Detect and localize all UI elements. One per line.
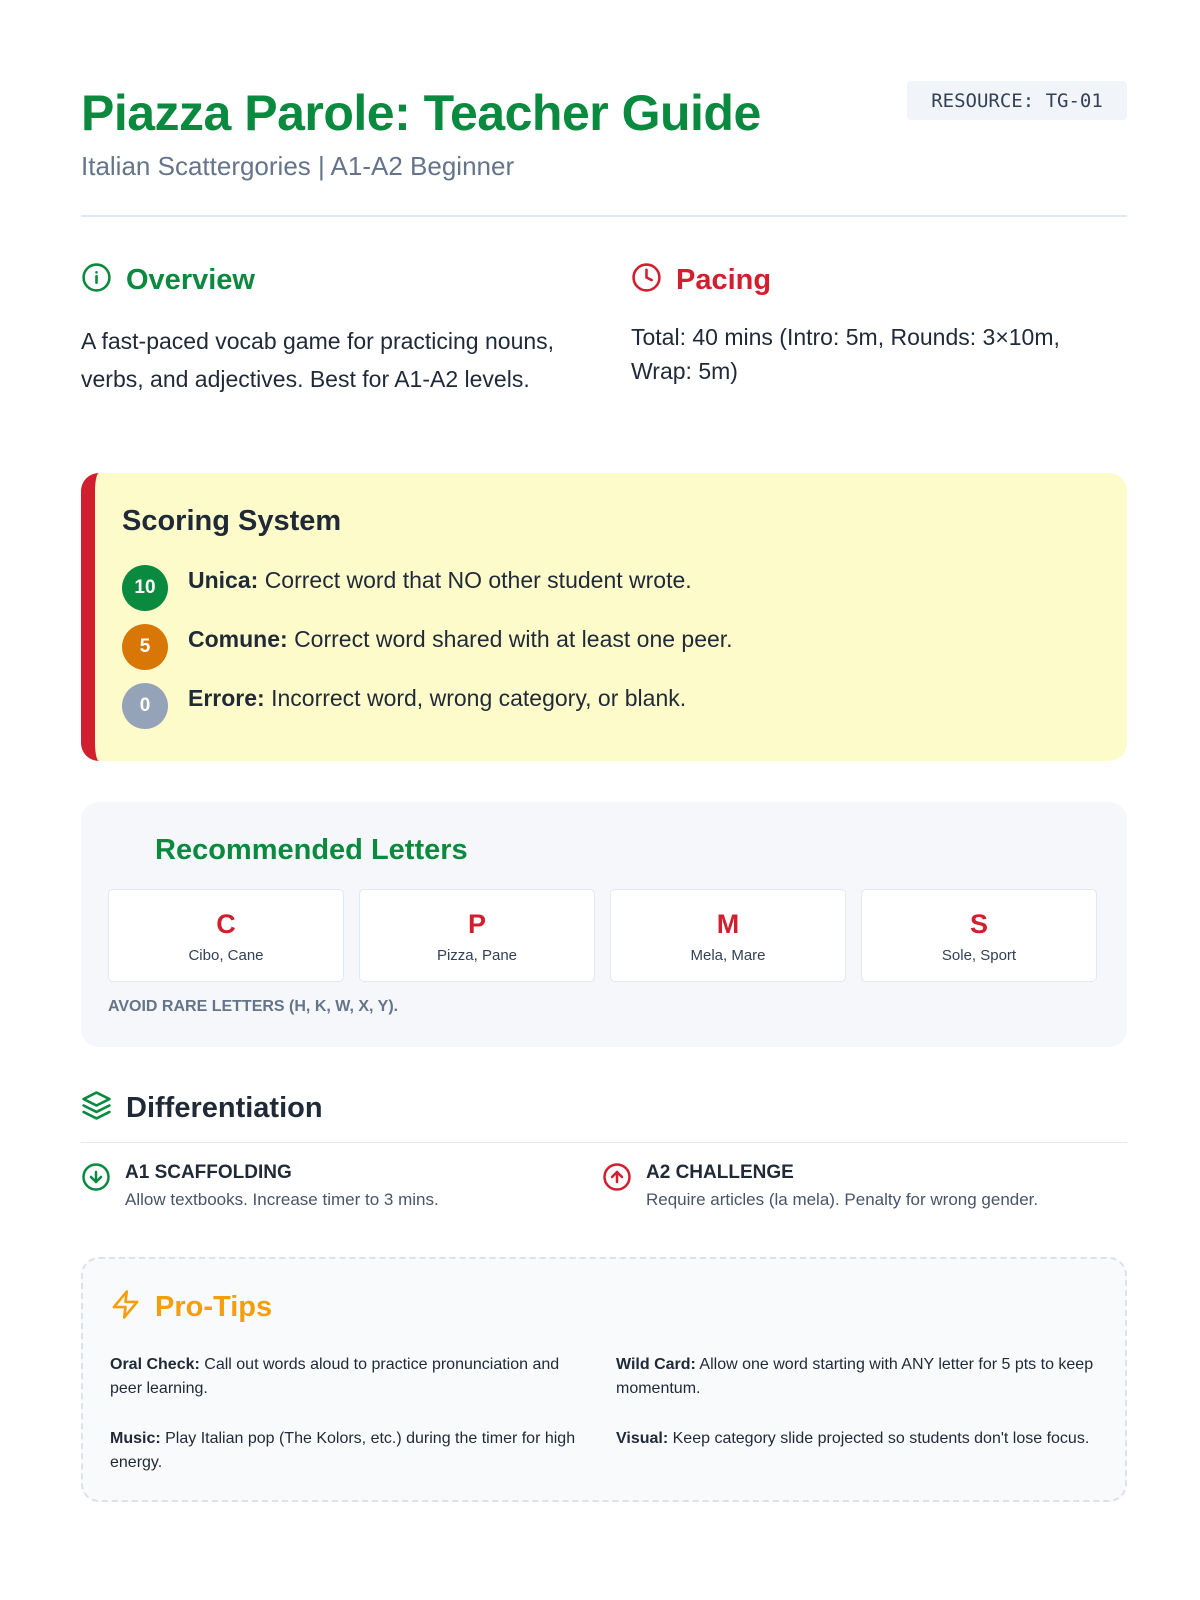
letter-card-p [359,889,595,982]
differentiation-heading [81,1090,323,1126]
tip-desc: Play Italian pop (The Kolors, etc.) during the timer for high energy. [110,1430,576,1471]
page-title: Piazza Parole: Teacher Guide [81,85,761,141]
tip-desc: Call out words aloud to practice pronunciation and peer learning. [110,1356,560,1397]
score-label: Unica: [188,567,259,593]
a2-desc: Require articles (la mela). Penalty for wrong gender. [646,1190,1039,1209]
arrow-down-circle-icon [81,1162,111,1210]
overview-text: A fast-paced vocab game for practicing nouns, verbs, and adjectives. Best for A1-A2 levels. [81,328,555,392]
clock-icon [631,262,662,298]
letters-panel [81,802,1127,1047]
letter-value: S [969,909,988,939]
lightning-icon [110,1289,141,1325]
scoring-title: Scoring System [122,505,342,537]
pro-tips-panel [81,1257,1127,1502]
tip-wild-card [616,1353,1101,1401]
score-points-badge: 0 [122,683,168,729]
letter-card-s [861,889,1097,982]
letter-cards [108,889,1097,982]
score-label: Comune: [188,626,288,652]
tip-desc: Keep category slide projected so students don't lose focus. [672,1430,1090,1447]
score-row-unica [122,565,692,611]
letter-card-m [610,889,846,982]
score-description [188,685,686,712]
letter-examples: Cibo, Cane [188,947,264,964]
scoring-panel [81,473,1127,761]
page-subtitle: Italian Scattergories | A1-A2 Beginner [81,151,515,181]
a1-scaffolding [81,1162,439,1210]
overview-heading [81,262,255,298]
differentiation-section [81,1090,1127,1143]
arrow-up-circle-icon [602,1162,632,1210]
letter-examples: Mela, Mare [690,947,766,964]
score-points-badge: 10 [122,565,168,611]
tip-music [110,1427,595,1475]
pro-tips-heading [110,1289,272,1325]
differentiation-title: Differentiation [126,1091,323,1124]
tip-label: Music: [110,1430,161,1447]
pacing-title: Pacing [676,263,772,296]
tip-label: Wild Card: [616,1356,696,1373]
letter-value: M [716,909,740,939]
score-row-errore [122,683,686,729]
page-header [81,80,1127,217]
tip-label: Visual: [616,1430,669,1447]
overview-title: Overview [126,263,255,296]
letters-note: AVOID RARE LETTERS (H, K, W, X, Y). [108,998,399,1015]
score-description [188,567,692,594]
score-row-comune [122,624,733,670]
tip-visual [616,1427,1101,1451]
resource-badge: RESOURCE: TG-01 [907,81,1127,120]
tip-oral-check [110,1353,595,1401]
score-desc: Correct word that NO other student wrote. [264,567,692,593]
layers-icon [81,1090,112,1126]
pacing-heading [631,262,771,298]
letter-card-c [108,889,344,982]
letter-examples: Pizza, Pane [436,947,518,964]
a2-label: A2 CHALLENGE [646,1162,794,1183]
pro-tips-title: Pro-Tips [155,1290,273,1323]
score-desc: Correct word shared with at least one peer. [294,626,733,652]
info-icon [81,262,112,298]
score-points-badge: 5 [122,624,168,670]
pacing-text: Total: 40 mins (Intro: 5m, Rounds: 3×10m, Wrap: 5m) [631,324,1060,384]
letter-examples: Sole, Sport [941,947,1017,964]
a1-label: A1 SCAFFOLDING [125,1162,292,1183]
tip-label: Oral Check: [110,1356,200,1373]
a1-desc: Allow textbooks. Increase timer to 3 mins. [125,1190,439,1209]
letters-title: Recommended Letters [155,834,468,866]
score-label: Errore: [188,685,265,711]
a2-challenge [602,1162,1038,1210]
letter-value: P [467,909,486,939]
score-description [188,626,733,653]
score-desc: Incorrect word, wrong category, or blank. [271,685,687,711]
letter-value: C [216,909,236,939]
tip-desc: Allow one word starting with ANY letter for 5 pts to keep momentum. [616,1356,1094,1397]
